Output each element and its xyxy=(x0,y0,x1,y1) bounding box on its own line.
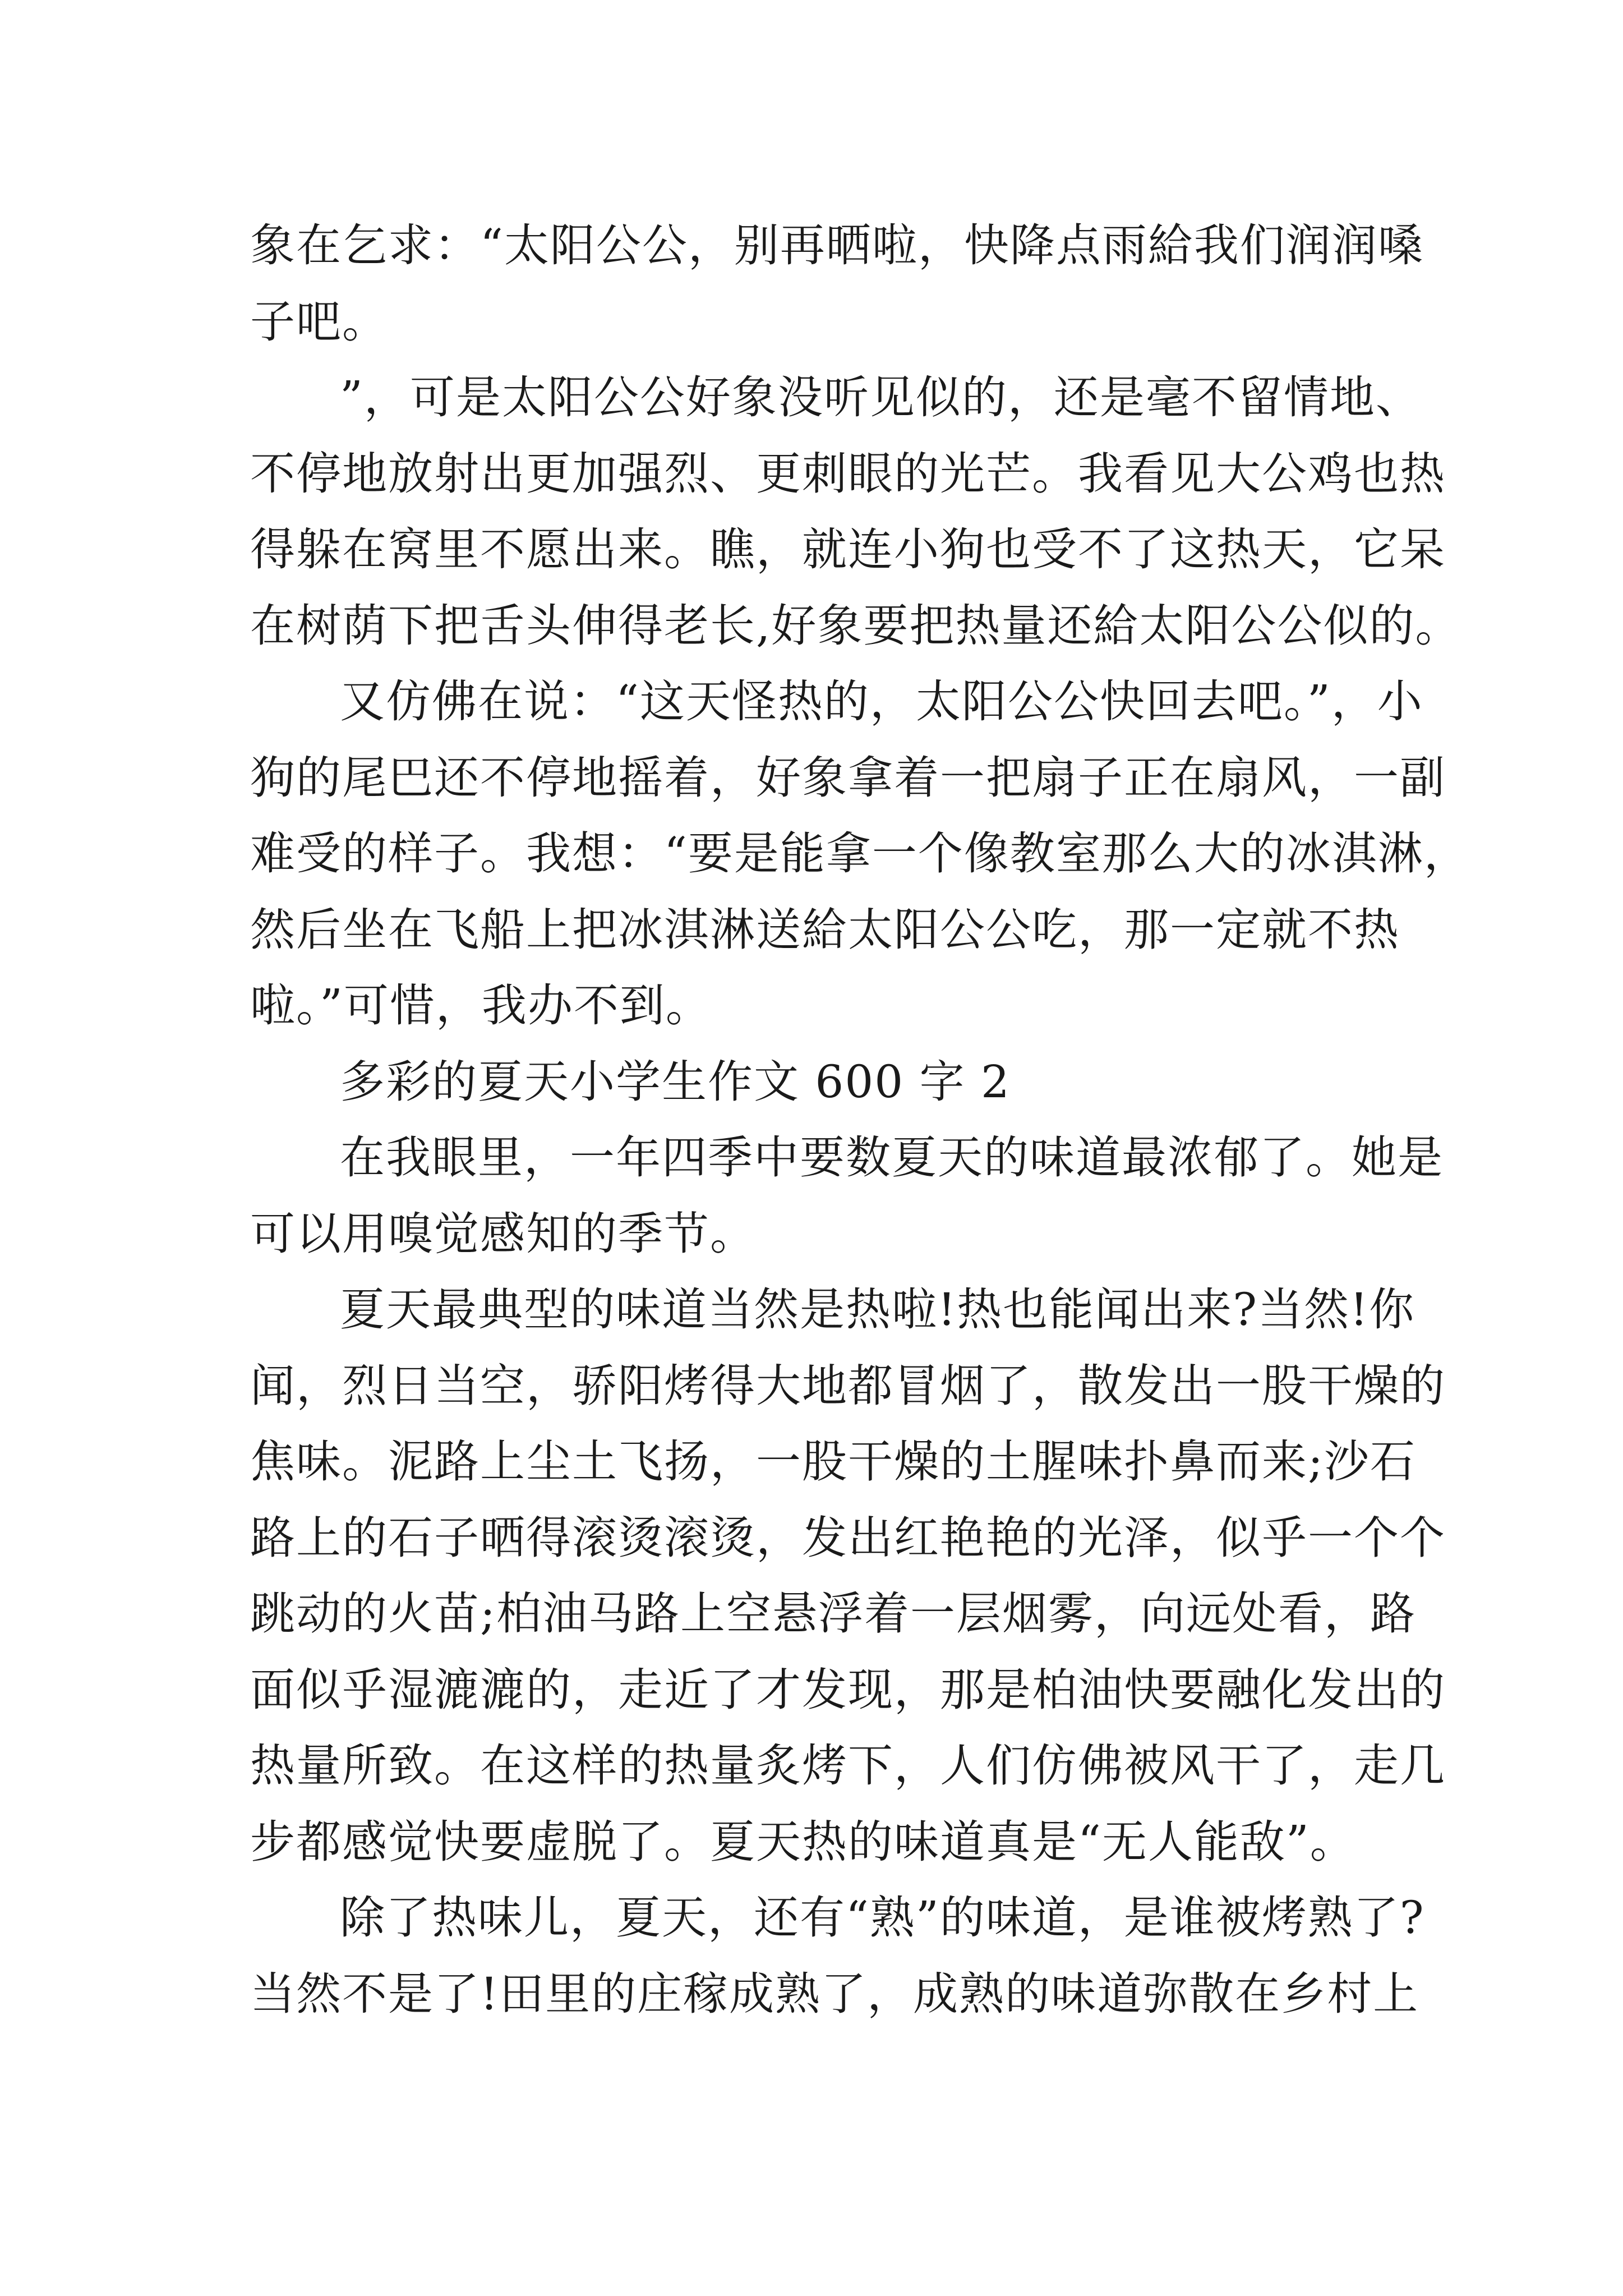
text-line: 得躲在窝里不愿出来。瞧，就连小狗也受不了这热天，它呆 xyxy=(250,523,1446,576)
text-line: ”，可是太阳公公好象没听见似的，还是毫不留情地、 xyxy=(340,371,1422,424)
text-line: 然后坐在飞船上把冰淇淋送給太阳公公吃，那一定就不热 xyxy=(250,903,1400,956)
text-line: 步都感觉快要虚脱了。夏天热的味道真是“无人能敌”。 xyxy=(250,1815,1356,1868)
text-line: 跳动的火苗;柏油马路上空悬浮着一层烟雾，向远处看，路 xyxy=(250,1588,1416,1640)
text-line: 闻，烈日当空，骄阳烤得大地都冒烟了，散发出一股干燥的 xyxy=(250,1359,1446,1412)
text-line: 又仿佛在说：“这天怪热的，太阳公公快回去吧。”，小 xyxy=(340,675,1423,728)
text-line: 在我眼里，一年四季中要数夏天的味道最浓郁了。她是 xyxy=(340,1131,1444,1184)
text-line: 可以用嗅觉感知的季节。 xyxy=(250,1207,756,1260)
text-line: 焦味。泥路上尘土飞扬，一股干燥的土腥味扑鼻而来;沙石 xyxy=(250,1435,1416,1488)
text-line: 除了热味儿，夏天，还有“熟”的味道，是谁被烤熟了? xyxy=(340,1892,1425,1944)
text-line: 子吧。 xyxy=(250,295,388,348)
text-line: 多彩的夏天小学生作文 600 字 2 xyxy=(340,1055,1011,1108)
text-line: 热量所致。在这样的热量炙烤下，人们仿佛被风干了，走几 xyxy=(250,1740,1446,1792)
text-line: 在树荫下把舌头伸得老长,好象要把热量还給太阳公公似的。 xyxy=(250,599,1461,652)
text-line: 夏天最典型的味道当然是热啦!热也能闻出来?当然!你 xyxy=(340,1283,1415,1336)
text-line: 路上的石子晒得滚烫滚烫，发出红艳艳的光泽，似乎一个个 xyxy=(250,1511,1446,1564)
text-line: 啦。”可惜，我办不到。 xyxy=(250,979,712,1032)
text-line: 难受的样子。我想：“要是能拿一个像教室那么大的冰淇淋， xyxy=(250,827,1470,880)
essay-body xyxy=(250,208,1470,2032)
text-line: 不停地放射出更加强烈、更刺眼的光芒。我看见大公鸡也热 xyxy=(250,447,1446,500)
text-line: 象在乞求：“太阳公公，别再晒啦，快降点雨給我们润润嗓 xyxy=(250,219,1424,272)
text-line: 当然不是了!田里的庄稼成熟了，成熟的味道弥散在乡村上 xyxy=(250,1967,1419,2020)
text-line: 面似乎湿漉漉的，走近了才发现，那是柏油快要融化发出的 xyxy=(250,1663,1446,1716)
text-line: 狗的尾巴还不停地摇着，好象拿着一把扇子正在扇风，一副 xyxy=(250,751,1446,804)
